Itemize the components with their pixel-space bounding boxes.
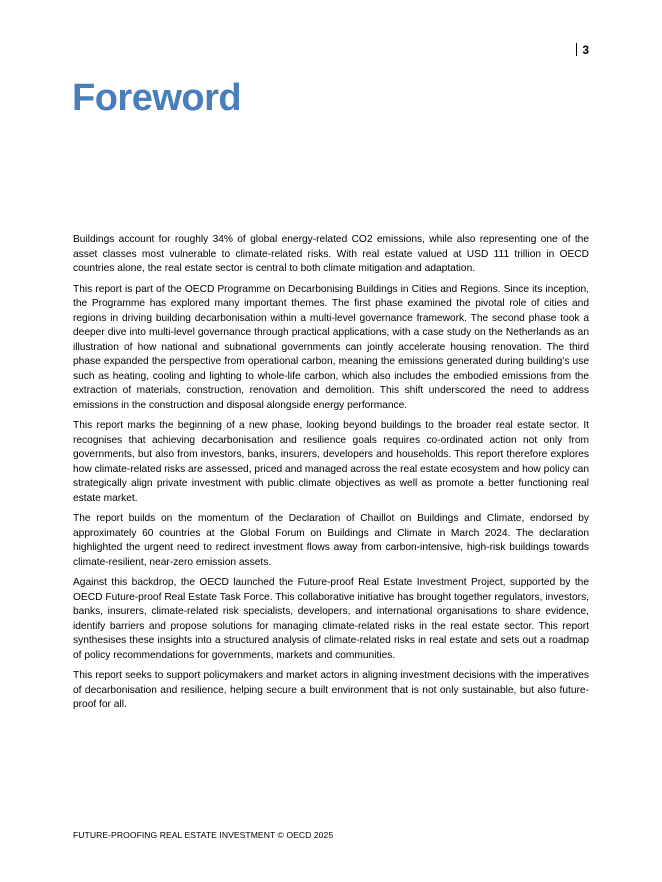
page-number-value: 3 xyxy=(582,43,589,57)
paragraph: Against this backdrop, the OECD launched the Future-proof Real Estate Investment Project, supported by the OECD Future-proof Real Estate Task Force. This collaborative initiative has brought together regulators, investors, banks, insurers, climate-related risk specialists, developers, and international organisations to share evidence, identify barriers and propose solutions for managing climate-related risks in the real estate sector. This report synthesises these insights into a structured analysis of climate-related risks in real estate and sets out a roadmap of policy recommendations for governments, markets and communities. xyxy=(73,577,589,661)
paragraph: This report seeks to support policymakers and market actors in aligning investment decisions with the imperatives of decarbonisation and resilience, helping secure a built environment that is not only sustainable, but also future-proof for all. xyxy=(73,670,589,710)
page-number-divider xyxy=(576,43,577,56)
footer: FUTURE-PROOFING REAL ESTATE INVESTMENT © OECD 2025 xyxy=(73,830,334,840)
page-title: Foreword xyxy=(72,77,242,119)
paragraph: This report marks the beginning of a new phase, looking beyond buildings to the broader real estate sector. It recognises that achieving decarbonisation and resilience goals requires co-ordinated action not only from governments, but also from investors, banks, insurers, developers and households. This report therefore explores how climate-related risks are assessed, priced and managed across the real estate ecosystem and how policy can strategically align private investment with public climate objectives as well as promote a better functioning real estate market. xyxy=(73,420,589,504)
body-text xyxy=(73,233,589,719)
page-number xyxy=(576,43,589,57)
paragraph: Buildings account for roughly 34% of global energy-related CO2 emissions, while also representing one of the asset classes most vulnerable to climate-related risks. With real estate valued at USD 111 trillion in OECD countries alone, the real estate sector is central to both climate mitigation and adaptation. xyxy=(73,234,589,274)
paragraph: The report builds on the momentum of the Declaration of Chaillot on Buildings and Climate, endorsed by approximately 60 countries at the Global Forum on Buildings and Climate in March 2024. The declaration highlighted the urgent need to redirect investment flows away from carbon-intensive, high-risk buildings towards climate-resilient, near-zero emission assets. xyxy=(73,513,589,568)
paragraph: This report is part of the OECD Programme on Decarbonising Buildings in Cities and Regions. Since its inception, the Programme has explored many important themes. The first phase examined the pivotal role of cities and regions in driving building decarbonisation within a multi-level governance framework. The second phase took a deeper dive into multi-level governance through practical applications, with a case study on the Netherlands as an illustration of how national and subnational governments can jointly accelerate housing renovation. The third phase expanded the perspective from operational carbon, meaning the emissions generated during building’s use such as heating, cooling and lighting to whole-life carbon, which also includes the embodied emissions from the extraction of materials, construction, renovation and demolition. This shift underscored the need to address emissions in the construction and disposal alongside energy performance. xyxy=(73,283,589,411)
